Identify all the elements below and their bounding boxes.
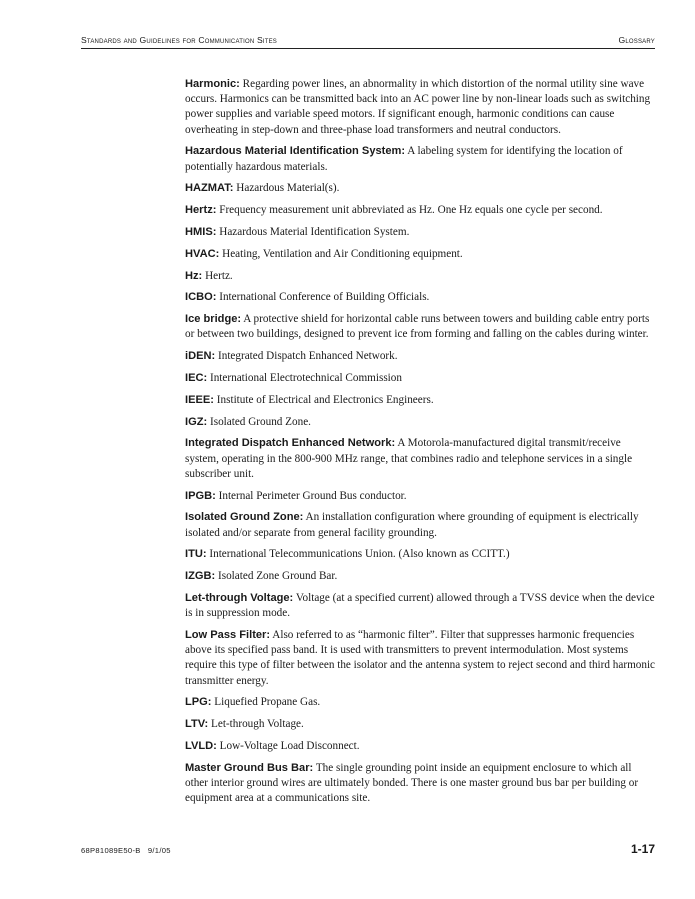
glossary-entry <box>185 290 657 305</box>
glossary-term: IEEE: <box>185 393 214 406</box>
glossary-definition: An installation configuration where grounding of equipment is electrically isolated and/or separate from general facility grounding. <box>185 511 639 539</box>
glossary-term: IGZ: <box>185 415 208 428</box>
glossary-definition: Liquefied Propane Gas. <box>214 696 321 709</box>
glossary-definition: Isolated Zone Ground Bar. <box>218 570 338 583</box>
page-number: 1-17 <box>630 842 655 856</box>
glossary-entry <box>185 144 657 174</box>
glossary-term: Harmonic: <box>185 78 240 90</box>
glossary-term: Integrated Dispatch Enhanced Network: <box>185 437 396 450</box>
glossary-term: LVLD: <box>185 739 217 752</box>
header-section-title: Glossary <box>618 35 655 45</box>
glossary-definition: A protective shield for horizontal cable runs between towers and building cable entry ports or between two buildings, designed to prevent ice from forming and falling on the cables during winter. <box>185 313 650 341</box>
glossary-entry <box>185 247 657 262</box>
glossary-definition: A labeling system for identifying the location of potentially hazardous materials. <box>185 145 623 173</box>
glossary-definition: Also referred to as “harmonic filter”. Filter that suppresses harmonic frequencies above its specified pass band. It is used with transmitters to prevent intermodulation. Most systems require this type of filter between the isolator and the antenna system to reject second and third harmonic transmitter energy. <box>185 628 656 687</box>
glossary-entry <box>185 591 657 621</box>
glossary-term: Let-through Voltage: <box>185 591 294 604</box>
glossary-list <box>185 77 657 813</box>
glossary-definition: Low-Voltage Load Disconnect. <box>219 739 360 752</box>
glossary-entry <box>185 225 657 240</box>
footer-doc-id: 68P81089E50-B 9/1/05 <box>81 846 171 855</box>
glossary-term: IEC: <box>185 371 208 384</box>
glossary-entry <box>185 695 657 710</box>
glossary-term: Low Pass Filter: <box>185 628 271 641</box>
glossary-entry <box>185 415 657 430</box>
glossary-entry <box>185 569 657 584</box>
glossary-definition: Hazardous Material Identification System. <box>219 226 410 238</box>
glossary-term: ICBO: <box>185 291 217 304</box>
glossary-entry <box>185 269 657 284</box>
glossary-entry <box>185 489 657 504</box>
glossary-definition: Hertz. <box>205 269 233 282</box>
glossary-term: Master Ground Bus Bar: <box>185 761 314 774</box>
glossary-definition: Isolated Ground Zone. <box>209 415 311 428</box>
header-rule <box>81 48 655 49</box>
glossary-entry <box>185 547 657 562</box>
glossary-entry <box>185 181 657 196</box>
glossary-entry <box>185 510 657 540</box>
glossary-entry <box>185 371 657 386</box>
glossary-entry <box>185 628 657 689</box>
glossary-definition: Regarding power lines, an abnormality in which distortion of the normal utility sine wave occurs. Harmonics can be transmitted back into an AC power line by non-linear loads such as switching power supplies and variable speed motors. If significant enough, harmonic conditions can cause overheating in step-down and three-phase load transformers and neutral conductors. <box>185 78 651 136</box>
glossary-definition: Heating, Ventilation and Air Conditioning equipment. <box>222 247 463 260</box>
glossary-definition: International Electrotechnical Commission <box>209 371 402 384</box>
glossary-entry <box>185 436 657 482</box>
glossary-definition: Hazardous Material(s). <box>236 182 340 195</box>
glossary-term: HVAC: <box>185 247 220 260</box>
glossary-definition: Internal Perimeter Ground Bus conductor. <box>218 489 407 502</box>
glossary-definition: Frequency measurement unit abbreviated as Hz. One Hz equals one cycle per second. <box>219 204 603 217</box>
glossary-term: Hertz: <box>185 204 217 217</box>
glossary-term: HAZMAT: <box>185 182 234 195</box>
glossary-entry <box>185 393 657 408</box>
glossary-term: Hazardous Material Identification System: <box>185 145 406 158</box>
glossary-definition: Voltage (at a specified current) allowed through a TVSS device when the device is in suppression mode. <box>185 591 655 620</box>
glossary-definition: International Telecommunications Union. (Also known as CCITT.) <box>209 548 510 561</box>
glossary-term: ITU: <box>185 548 207 561</box>
glossary-definition: The single grounding point inside an equipment enclosure to which all other interior ground wires are ultimately bonded. There is one master ground bus bar per building or equipment area at a communications site. <box>185 761 639 805</box>
glossary-term: iDEN: <box>185 350 216 363</box>
glossary-entry <box>185 717 657 732</box>
glossary-term: LPG: <box>185 696 212 709</box>
glossary-entry <box>185 203 657 218</box>
glossary-term: HMIS: <box>185 226 217 238</box>
glossary-term: IPGB: <box>185 489 216 502</box>
glossary-definition: A Motorola-manufactured digital transmit/receive system, operating in the 800-900 MHz range, that combines radio and telephone services in a single subscriber unit. <box>185 437 633 480</box>
glossary-definition: Institute of Electrical and Electronics Engineers. <box>216 393 434 406</box>
glossary-entry <box>185 739 657 754</box>
glossary-term: Isolated Ground Zone: <box>185 511 304 524</box>
glossary-entry <box>185 77 657 138</box>
glossary-entry <box>185 761 657 807</box>
header-document-title: Standards and Guidelines for Communication Sites <box>81 35 278 45</box>
glossary-entry <box>185 312 657 342</box>
glossary-entry <box>185 349 657 364</box>
glossary-definition: International Conference of Building Officials. <box>219 291 430 304</box>
glossary-definition: Integrated Dispatch Enhanced Network. <box>218 350 398 363</box>
glossary-term: LTV: <box>185 718 209 731</box>
glossary-term: IZGB: <box>185 570 216 583</box>
glossary-term: Hz: <box>185 269 203 282</box>
glossary-term: Ice bridge: <box>185 313 242 326</box>
glossary-definition: Let-through Voltage. <box>211 718 304 731</box>
